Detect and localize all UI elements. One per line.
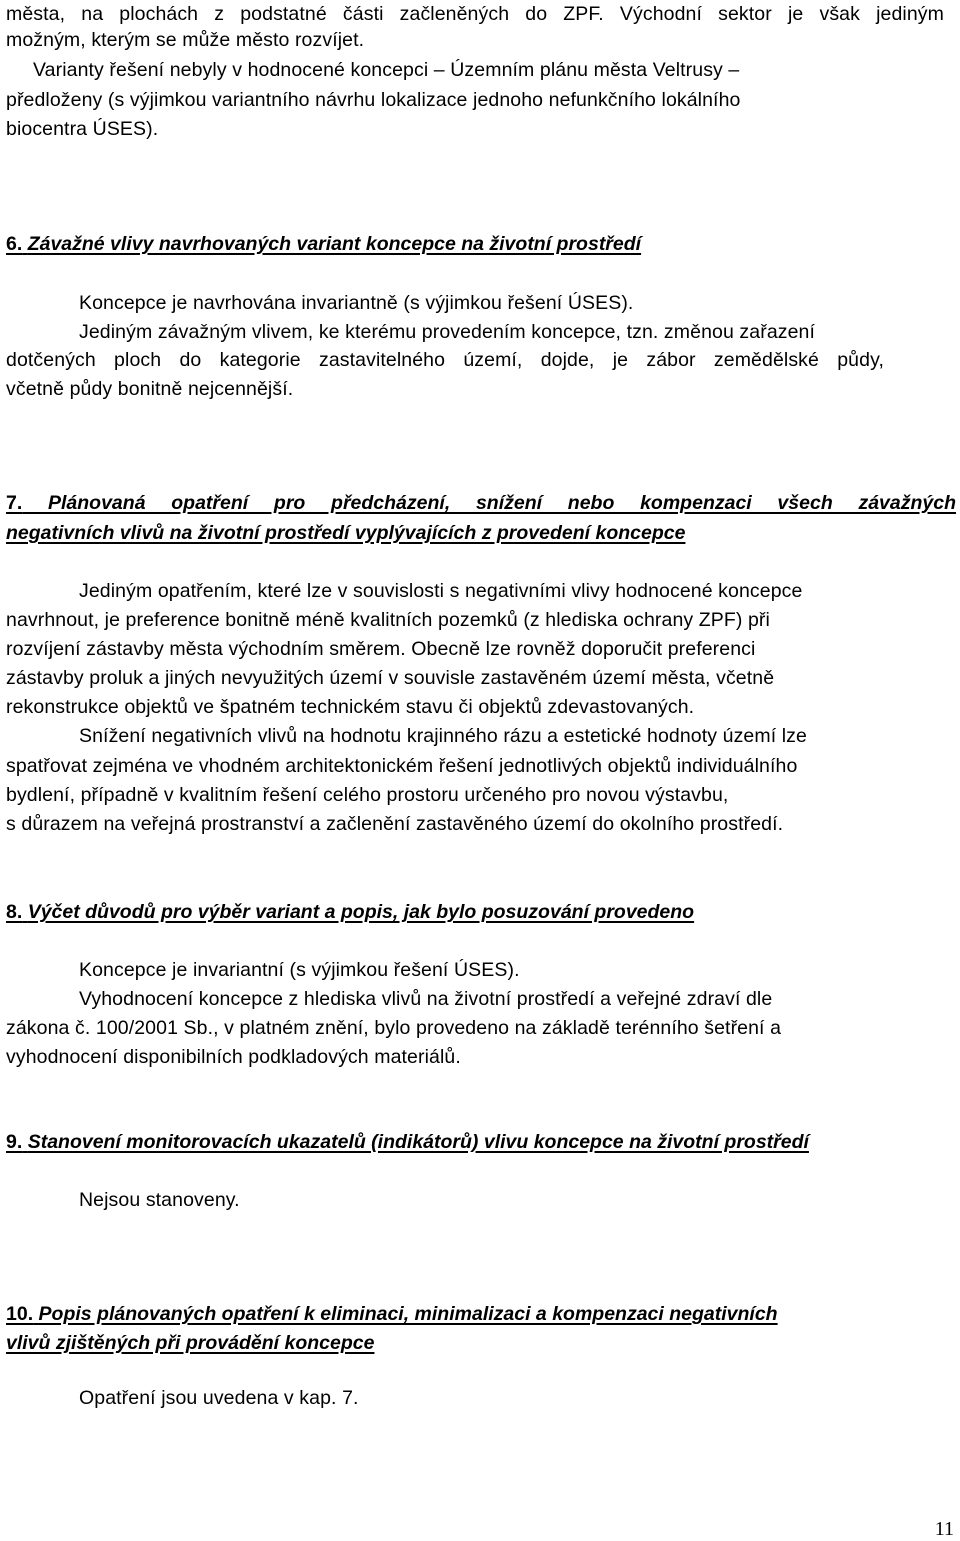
section-10-heading (6, 1300, 778, 1329)
paragraph-line: spatřovat zejména ve vhodném architektonickém řešení jednotlivých objektů individuálního (6, 755, 798, 777)
paragraph-line: Opatření jsou uvedena v kap. 7. (79, 1387, 359, 1409)
intro-line: biocentra ÚSES). (6, 118, 159, 140)
paragraph-line: zástavby proluk a jiných nevyužitých území v souvisle zastavěném území města, včetně (6, 667, 775, 689)
section-title: Závažné vlivy navrhovaných variant koncepce na životní prostředí (27, 233, 642, 255)
paragraph-line: rozvíjení zástavby města východním směrem. Obecně lze rovněž doporučit preferenci (6, 638, 756, 660)
section-title: Výčet důvodů pro výběr variant a popis, jak bylo posuzování provedeno (27, 901, 695, 923)
section-number: 7. (6, 492, 23, 514)
paragraph-line: včetně půdy bonitně nejcennější. (6, 378, 294, 400)
section-title: Plánovaná opatření pro předcházení, snížení nebo kompenzaci všech závažných (48, 492, 956, 514)
paragraph-line: navrhnout, je preference bonitně méně kvalitních pozemků (z hlediska ochrany ZPF) při (6, 609, 770, 631)
paragraph-line: Jediným závažným vlivem, ke kterému provedením koncepce, tzn. změnou zařazení (79, 321, 816, 343)
paragraph-line: dotčených ploch do kategorie zastavitelného území, dojde, je zábor zemědělské půdy, (6, 349, 884, 371)
section-9-heading (6, 1128, 809, 1157)
paragraph-line: Koncepce je navrhována invariantně (s výjimkou řešení ÚSES). (79, 292, 634, 314)
section-7-heading (6, 489, 956, 518)
section-7-heading-cont: negativních vlivů na životní prostředí vyplývajících z provedení koncepce (6, 522, 686, 544)
section-number: 10. (6, 1303, 34, 1325)
intro-line: možným, kterým se může město rozvíjet. (6, 29, 365, 51)
page-number: 11 (934, 1518, 954, 1540)
section-title: Stanovení monitorovacích ukazatelů (indikátorů) vlivu koncepce na životní prostředí (27, 1131, 809, 1153)
section-number: 8. (6, 901, 23, 923)
section-6-heading (6, 230, 641, 259)
paragraph-line: bydlení, případně v kvalitním řešení celého prostoru určeného pro novou výstavbu, (6, 784, 729, 806)
paragraph-line: zákona č. 100/2001 Sb., v platném znění, bylo provedeno na základě terénního šetření a (6, 1017, 782, 1039)
paragraph-line: Jediným opatřením, které lze v souvislosti s negativními vlivy hodnocené koncepce (79, 580, 803, 602)
intro-line: Varianty řešení nebyly v hodnocené koncepci – Územním plánu města Veltrusy – (33, 59, 740, 81)
paragraph-line: Nejsou stanoveny. (79, 1189, 240, 1211)
paragraph-line: Snížení negativních vlivů na hodnotu krajinného rázu a estetické hodnoty území lze (79, 725, 807, 747)
section-8-heading (6, 898, 694, 927)
section-number: 9. (6, 1131, 23, 1153)
intro-line: města, na plochách z podstatné části začleněných do ZPF. Východní sektor je však jediným (6, 3, 944, 25)
section-10-heading-cont: vlivů zjištěných při provádění koncepce (6, 1332, 375, 1354)
intro-line: předloženy (s výjimkou variantního návrhu lokalizace jednoho nefunkčního lokálního (6, 89, 741, 111)
paragraph-line: Vyhodnocení koncepce z hlediska vlivů na životní prostředí a veřejné zdraví dle (79, 988, 773, 1010)
section-number: 6. (6, 233, 23, 255)
paragraph-line: Koncepce je invariantní (s výjimkou řešení ÚSES). (79, 959, 520, 981)
paragraph-line: s důrazem na veřejná prostranství a začlenění zastavěného území do okolního prostředí. (6, 813, 784, 835)
paragraph-line: vyhodnocení disponibilních podkladových materiálů. (6, 1046, 461, 1068)
paragraph-line: rekonstrukce objektů ve špatném technickém stavu či objektů zdevastovaných. (6, 696, 695, 718)
section-title: Popis plánovaných opatření k eliminaci, minimalizaci a kompenzaci negativních (38, 1303, 778, 1325)
